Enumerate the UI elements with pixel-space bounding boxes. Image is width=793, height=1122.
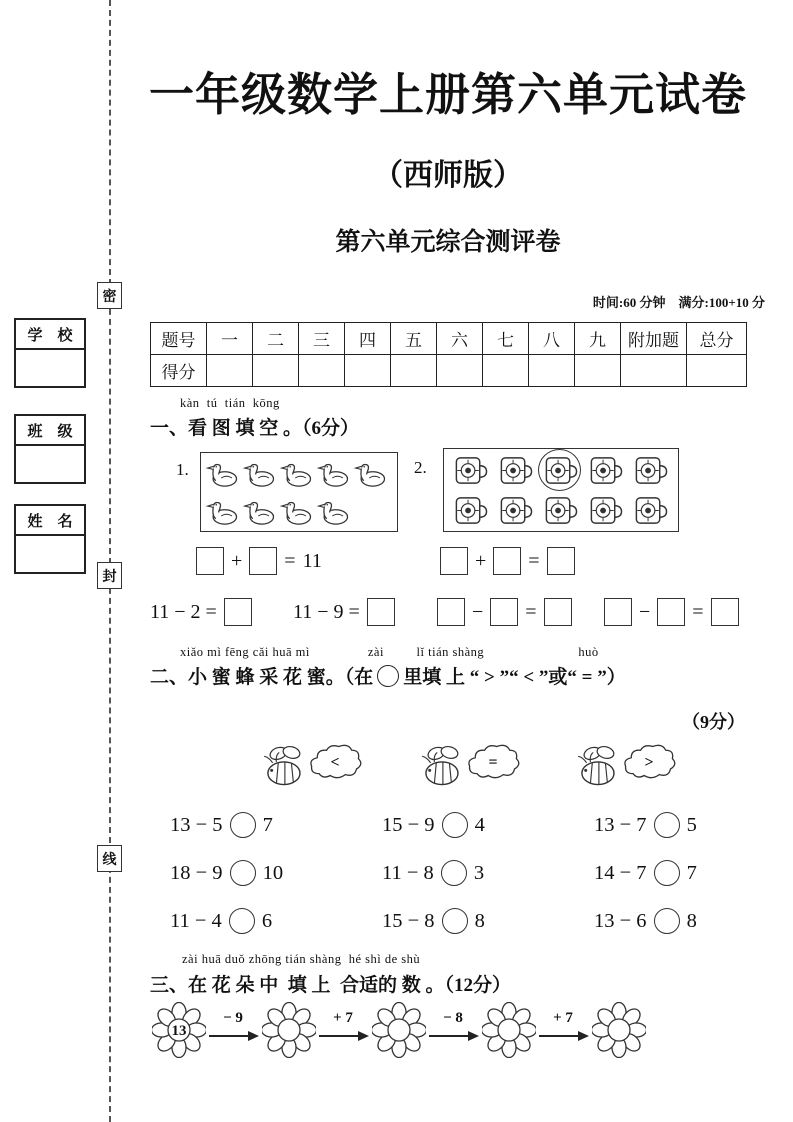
section-title: 第六单元综合测评卷 [335,229,561,256]
cup [582,491,627,529]
answer-box[interactable] [604,598,632,626]
answer-box[interactable] [196,547,224,575]
expression: 11 − 4 [170,909,222,932]
q1-duck-picture-box [200,452,398,532]
cup-icon [539,493,581,528]
comparison-problem [170,860,382,886]
comparison-problem [382,860,594,886]
bee-with-cloud [408,742,522,795]
equals-sign: = [692,600,704,623]
equals-sign: = [525,600,537,623]
cup [537,491,582,529]
score-header-cell: 题号 [151,323,207,355]
cup-icon [629,453,671,488]
q1-eq-cups [440,547,575,575]
score-empty-cell[interactable] [483,355,529,387]
minus-sign: − [639,600,651,623]
q1-heading: 一、看 图 填 空 。（6分） [150,418,360,439]
score-header-cell: 总分 [687,323,747,355]
score-empty-cell[interactable] [299,355,345,387]
answer-box[interactable] [493,547,521,575]
score-empty-cell[interactable] [575,355,621,387]
q1-sub-eq3 [437,598,572,626]
speech-cloud-icon [464,740,522,783]
class-label: 班 级 [16,416,84,446]
compare-value: 4 [474,813,485,836]
score-row-label: 得分 [151,355,207,387]
cup-icon [494,453,536,488]
eq-result: 11 [302,549,322,572]
plus-sign: + [231,549,243,572]
seal-char-xian: 线 [97,845,122,872]
duck [315,456,352,490]
compare-value: 10 [262,861,284,884]
answer-box[interactable] [711,598,739,626]
answer-circle[interactable] [230,860,256,886]
svg-text:13: 13 [171,1023,187,1039]
duck-icon [242,458,278,489]
expression: 11 − 8 [382,861,434,884]
flower-answer[interactable] [372,1002,426,1058]
speech-cloud-icon [620,740,678,783]
cup [492,491,537,529]
expression: 13 − 5 [170,813,223,836]
duck-icon [205,458,241,489]
q1-item2-label: 2. [414,458,427,477]
expression: 11 − 9 = [293,600,360,623]
arrow-icon [206,1002,262,1058]
expression: 13 − 7 [594,813,647,836]
flower-icon [152,1002,206,1058]
answer-box[interactable] [249,547,277,575]
answer-circle[interactable] [442,908,468,934]
cup [492,451,537,489]
expression: 18 − 9 [170,861,223,884]
duck-icon [205,496,241,527]
score-header-cell: 六 [437,323,483,355]
q1-cup-picture-box [443,448,679,532]
svg-text:>: > [644,754,654,772]
duck [278,494,315,528]
score-table [150,322,747,387]
score-empty-cell[interactable] [345,355,391,387]
flower-icon [262,1002,316,1058]
duck [204,494,241,528]
expression: 13 − 6 [594,909,647,932]
expression: 15 − 9 [382,813,435,836]
q2-problems [170,812,778,934]
q3-pinyin: zài huā duǒ zhōng tián shàng hé shì de shù [182,952,421,966]
arrow-icon [536,1002,592,1058]
flower-answer[interactable] [262,1002,316,1058]
answer-circle[interactable] [654,860,680,886]
score-empty-cell[interactable] [687,355,747,387]
answer-circle[interactable] [442,812,468,838]
name-input-box[interactable] [16,536,84,572]
q2-heading [150,662,626,689]
compare-value: 3 [473,861,485,884]
comparison-problem [170,908,382,934]
answer-circle[interactable] [441,860,467,886]
q1-item1-label: 1. [176,460,189,479]
score-empty-cell[interactable] [621,355,687,387]
duck [352,456,389,490]
plus-sign: + [475,549,487,572]
compare-value: 5 [686,813,697,836]
duck [241,456,278,490]
compare-value: 8 [474,909,485,932]
equals-sign: = [528,549,540,572]
duck-icon [316,458,352,489]
duck-icon [316,496,352,527]
arrow-with-operation [536,1002,592,1058]
inline-answer-circle [377,665,399,687]
score-empty-cell[interactable] [529,355,575,387]
name-label: 姓 名 [16,506,84,536]
score-header-cell: 四 [345,323,391,355]
comparison-problem [594,812,778,838]
duck-icon [279,458,315,489]
edition-subtitle: （西师版） [373,159,523,192]
flower-icon [592,1002,646,1058]
class-field [14,414,86,484]
duck-icon [279,496,315,527]
svg-text:+ 7: + 7 [333,1010,353,1026]
duck [204,456,241,490]
answer-box[interactable] [440,547,468,575]
school-input-box[interactable] [16,350,84,386]
answer-box[interactable] [547,547,575,575]
q1-sub-eq1 [150,598,252,626]
cup-icon [539,453,581,488]
school-label: 学 校 [16,320,84,350]
answer-box[interactable] [490,598,518,626]
cup [627,451,672,489]
score-empty-cell[interactable] [391,355,437,387]
cup-icon [584,453,626,488]
svg-text:− 8: − 8 [443,1010,463,1026]
score-header-cell: 附加题 [621,323,687,355]
duck [278,456,315,490]
answer-circle[interactable] [654,908,680,934]
time-score-info: 时间:60 分钟 满分:100+10 分 [592,295,765,310]
compare-value: 6 [261,909,273,932]
compare-value: 7 [262,813,273,836]
score-header-cell: 五 [391,323,437,355]
cup-icon [449,493,491,528]
speech-cloud-icon [306,740,364,783]
comparison-problem [594,908,778,934]
answer-circle[interactable] [654,812,680,838]
answer-circle[interactable] [229,908,255,934]
comparison-problem [170,812,382,838]
score-empty-cell[interactable] [207,355,253,387]
seal-char-mi: 密 [97,282,122,309]
duck [315,494,352,528]
answer-box[interactable] [437,598,465,626]
svg-text:− 9: − 9 [223,1010,243,1026]
svg-text:+ 7: + 7 [553,1010,573,1026]
answer-box[interactable] [224,598,252,626]
svg-text:=: = [488,754,498,772]
q2-score: （9分） [682,712,745,732]
arrow-icon [426,1002,482,1058]
flower-answer[interactable] [482,1002,536,1058]
q2-heading-after: 里填 上 “ > ”“ < ”或“ = ”） [403,667,626,688]
arrow-icon [316,1002,372,1058]
flower-answer[interactable] [592,1002,646,1058]
compare-value: 8 [686,909,697,932]
minus-sign: − [472,600,484,623]
q1-eq-ducks [196,547,322,575]
answer-circle[interactable] [230,812,256,838]
class-input-box[interactable] [16,446,84,482]
cup-icon [449,453,491,488]
flower-icon [482,1002,536,1058]
seal-fold-line [109,0,111,1122]
cup [627,491,672,529]
answer-box[interactable] [544,598,572,626]
equals-sign: = [284,549,296,572]
arrow-with-operation [316,1002,372,1058]
comparison-problem [594,860,778,886]
score-empty-cell[interactable] [253,355,299,387]
score-empty-cell[interactable] [437,355,483,387]
score-table-score-row [151,355,747,387]
bee-with-cloud [564,742,678,795]
duck-icon [242,496,278,527]
score-header-cell: 七 [483,323,529,355]
expression: 14 − 7 [594,861,647,884]
seal-char-feng: 封 [97,562,122,589]
page-title: 一年级数学上册第六单元试卷 [148,70,747,120]
score-header-cell: 一 [207,323,253,355]
expression: 15 − 8 [382,909,435,932]
cup [447,451,492,489]
score-header-cell: 二 [253,323,299,355]
expression: 11 − 2 = [150,600,217,623]
answer-box[interactable] [367,598,395,626]
q3-flower-chain [152,1002,646,1058]
q1-sub-eq2 [293,598,395,626]
q2-pinyin: xiǎo mì fēng cǎi huā mì zài lǐ tián shàng huò [180,645,599,659]
score-header-cell: 九 [575,323,621,355]
cup-icon [494,493,536,528]
school-field [14,318,86,388]
cup [582,451,627,489]
flower-start-value [152,1002,206,1058]
cup-icon [584,493,626,528]
q1-pinyin: kàn tú tián kōng [180,396,280,410]
svg-text:<: < [330,754,340,772]
q1-sub-eq4 [604,598,739,626]
cup-circled [537,451,582,489]
arrow-with-operation [206,1002,262,1058]
comparison-problem [382,812,594,838]
cup-icon [629,493,671,528]
flower-icon [372,1002,426,1058]
answer-box[interactable] [657,598,685,626]
compare-value: 7 [686,861,697,884]
bee-with-cloud [250,742,364,795]
comparison-problem [382,908,594,934]
score-header-cell: 三 [299,323,345,355]
name-field [14,504,86,574]
score-table-header-row [151,323,747,355]
duck [241,494,278,528]
q2-heading-before: 二、小 蜜 蜂 采 花 蜜。（在 [150,667,374,688]
q3-heading: 三、在 花 朵 中 填 上 合适的 数 。（12分） [150,975,512,996]
duck-icon [353,458,389,489]
score-header-cell: 八 [529,323,575,355]
arrow-with-operation [426,1002,482,1058]
cup [447,491,492,529]
